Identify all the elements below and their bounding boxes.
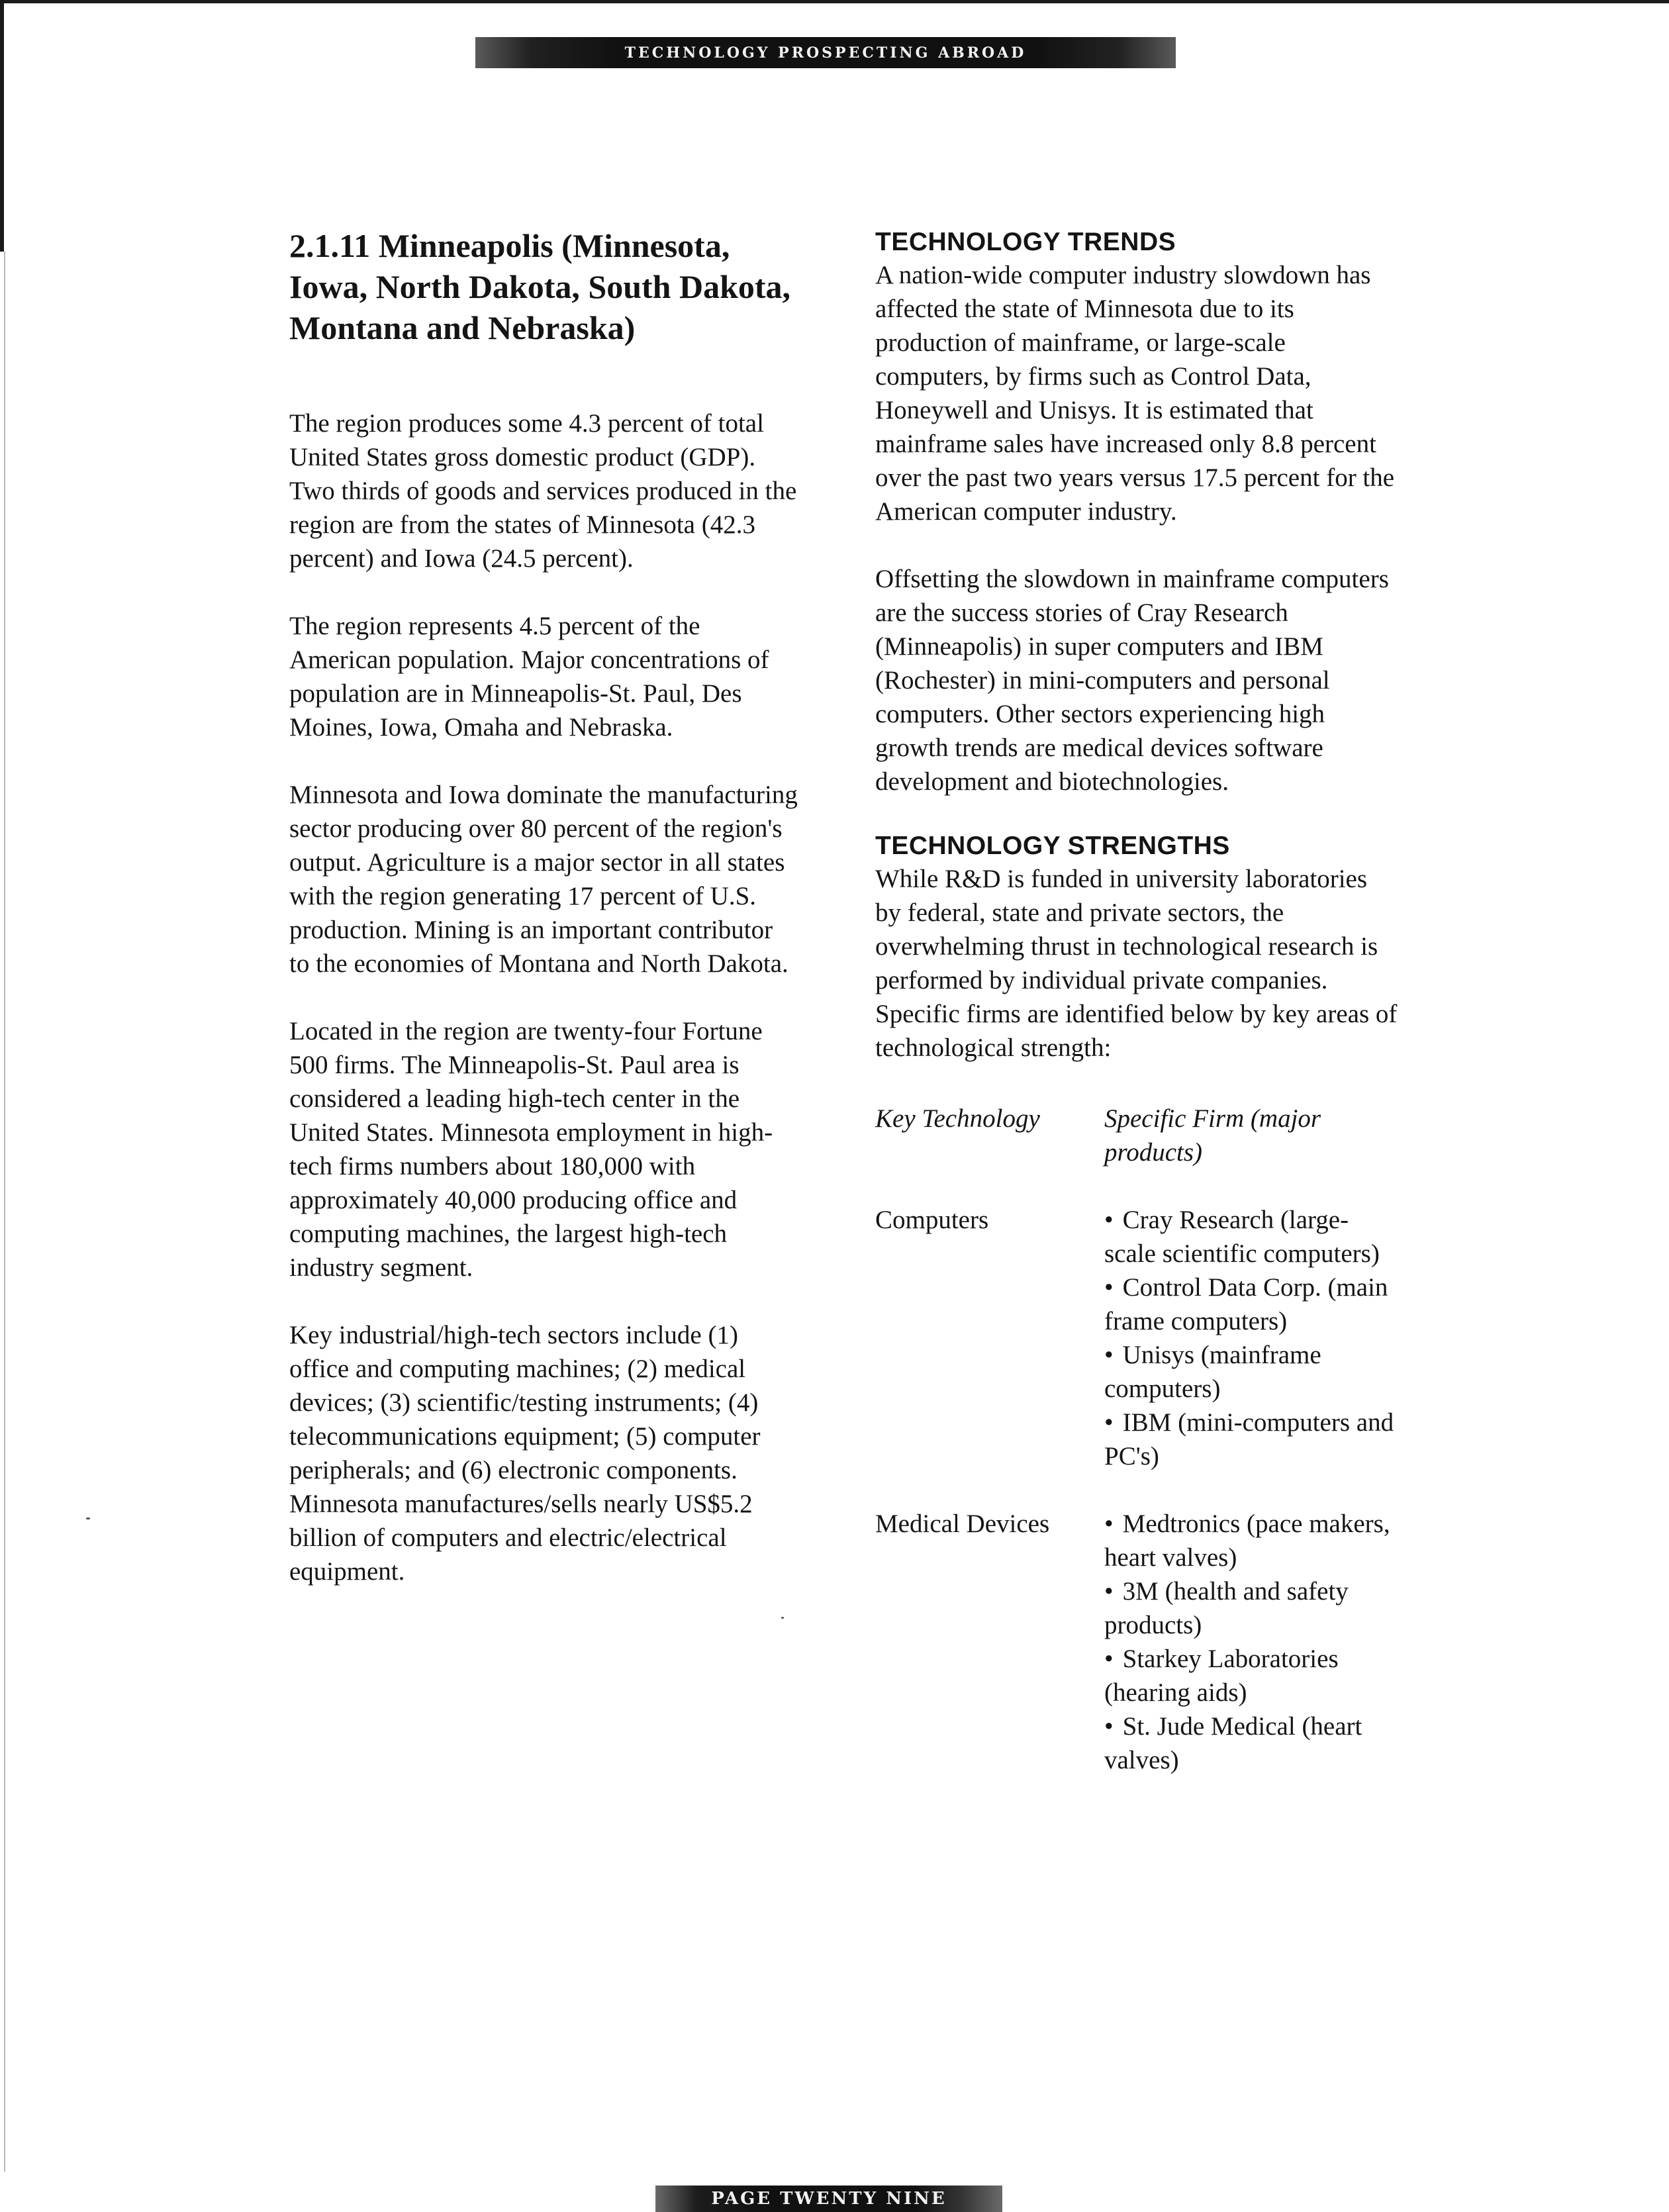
paragraph-strengths: While R&D is funded in university laboratories by federal, state and private sectors, the overwhelming thrust in technological research is performed by individual private companies. Specific firms are identified below by key areas of technological strength: (875, 865, 1398, 1062)
bullet-icon: • (1104, 1510, 1114, 1538)
bullet-icon: • (1104, 1712, 1114, 1741)
firm-entry (1104, 1642, 1398, 1709)
firm-entry (1104, 1574, 1398, 1642)
scan-edge-top (0, 0, 1669, 3)
firm-text: Starkey Laboratories (hearing aids) (1104, 1645, 1339, 1707)
firm-text: Unisys (mainframe computers) (1104, 1341, 1321, 1403)
header-banner (475, 37, 1176, 68)
scan-edge-left-thin (4, 252, 5, 2172)
firm-entry (1104, 1203, 1398, 1271)
scan-speck (86, 1517, 90, 1519)
firm-text: St. Jude Medical (heart valves) (1104, 1712, 1362, 1774)
scan-speck (781, 1617, 784, 1619)
paragraph-slowdown: A nation-wide computer industry slowdown has affected the state of Minnesota due to its production of mainframe, or large-scale computers, by firms such as Control Data, Honeywell and Unisys. It is estimated that mainframe sales have increased only 8.8 percent over the past two years versus 17.5 percent for the American computer industry. (875, 261, 1395, 526)
firm-entry (1104, 1507, 1398, 1574)
scan-edge-left (0, 0, 4, 252)
bullet-icon: • (1104, 1341, 1114, 1369)
firm-text: Medtronics (pace makers, heart valves) (1104, 1510, 1390, 1572)
firm-text: Cray Research (large-scale scientific computers) (1104, 1206, 1380, 1268)
firm-entry (1104, 1406, 1398, 1473)
table-header-key-technology: Key Technology (875, 1104, 1040, 1133)
table-header-specific-firm: Specific Firm (major products) (1104, 1104, 1321, 1167)
firm-entry (1104, 1709, 1398, 1777)
firm-text: 3M (health and safety products) (1104, 1577, 1349, 1639)
section-title: 2.1.11 Minneapolis (Minnesota, Iowa, North Dakota, South Dakota, Montana and Nebraska) (289, 227, 791, 346)
paragraph-fortune-500: Located in the region are twenty-four Fortune 500 firms. The Minneapolis-St. Paul area is considered a leading high-tech center in the United States. Minnesota employment in high-tech firms numbers about 180,000 with approximately 40,000 producing office and computing machines, the largest high-tech industry segment. (289, 1017, 773, 1282)
firm-text: IBM (mini-computers and PC's) (1104, 1408, 1394, 1470)
bullet-icon: • (1104, 1408, 1114, 1437)
header-banner-text: TECHNOLOGY PROSPECTING ABROAD (624, 44, 1027, 62)
firm-entry (1104, 1271, 1398, 1338)
page-number-banner (655, 2186, 1002, 2212)
bullet-icon: • (1104, 1273, 1114, 1302)
paragraph-manufacturing: Minnesota and Iowa dominate the manufacturing sector producing over 80 percent of the region's output. Agriculture is a major sector in all states with the region generating 17 percent of U.S. production. Mining is an important contributor to the economies of Montana and North Dakota. (289, 781, 798, 978)
bullet-icon: • (1104, 1206, 1114, 1234)
table-cell-technology: Computers (875, 1206, 989, 1234)
right-column (875, 226, 1398, 1777)
paragraph-gdp: The region produces some 4.3 percent of total United States gross domestic product (GDP). Two thirds of goods and services produced in the region are from the states of Minnesota (42.3 percent) and Iowa (24.5 percent). (289, 409, 797, 573)
table-cell-firms (1104, 1203, 1398, 1473)
left-column (289, 225, 799, 1588)
paragraph-offsetting: Offsetting the slowdown in mainframe computers are the success stories of Cray Research (Minneapolis) in super computers and IBM (Rochester) in mini-computers and personal computers. Other sectors experiencing high growth trends are medical devices software development and biotechnologies. (875, 565, 1389, 796)
bullet-icon: • (1104, 1645, 1114, 1673)
firm-entry (1104, 1338, 1398, 1406)
table-spacer (875, 1169, 1398, 1203)
technology-strengths-heading: TECHNOLOGY STRENGTHS (875, 832, 1230, 860)
technology-trends-heading: TECHNOLOGY TRENDS (875, 228, 1176, 256)
bullet-icon: • (1104, 1577, 1114, 1606)
table-cell-technology: Medical Devices (875, 1510, 1050, 1538)
table-spacer (875, 1473, 1398, 1507)
technology-table (875, 1102, 1398, 1777)
firm-text: Control Data Corp. (main frame computers) (1104, 1273, 1388, 1335)
paragraph-key-sectors: Key industrial/high-tech sectors include (1) office and computing machines; (2) medical devices; (3) scientific/testing instruments; (4) telecommunications equipment; (5) computer peripherals; and (6) electronic components. Minnesota manufactures/sells nearly US$5.2 billion of computers and electric/electrical equipment. (289, 1321, 761, 1586)
page-number-text: PAGE TWENTY NINE (711, 2189, 947, 2209)
table-cell-firms (1104, 1507, 1398, 1777)
paragraph-population: The region represents 4.5 percent of the American population. Major concentrations of population are in Minneapolis-St. Paul, Des Moines, Iowa, Omaha and Nebraska. (289, 612, 769, 742)
